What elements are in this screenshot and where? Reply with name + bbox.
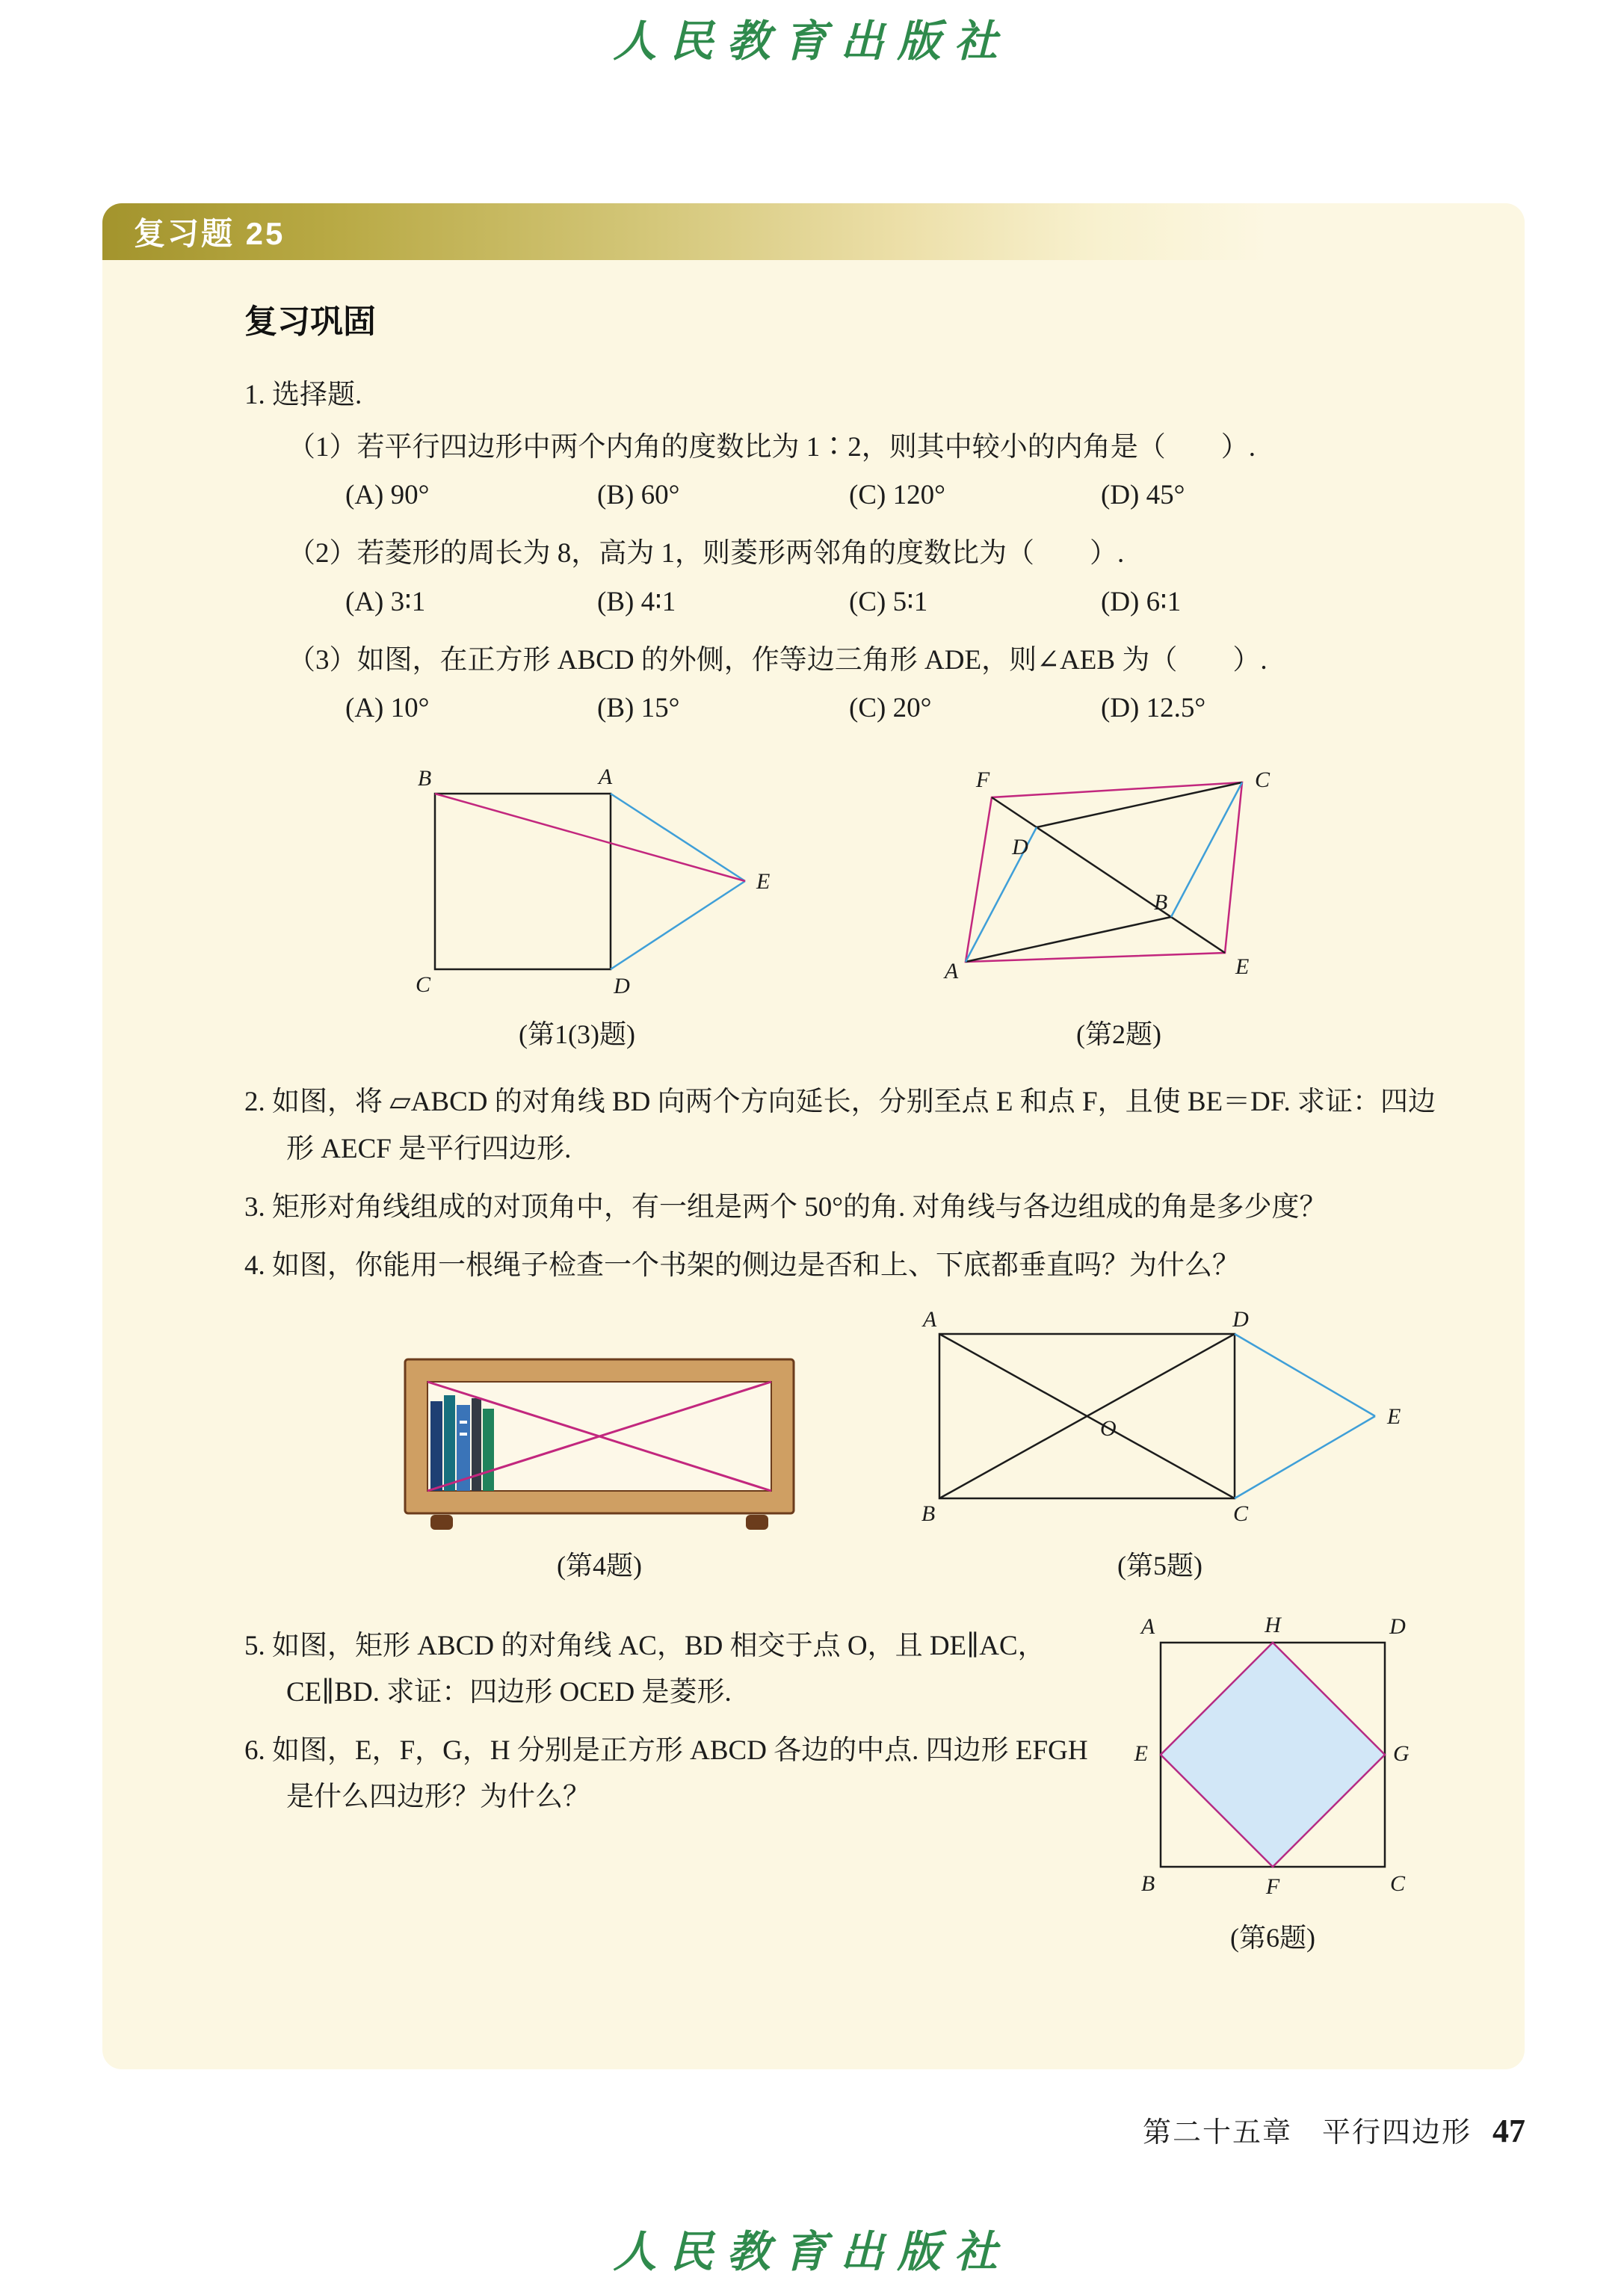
vertex-label-e: E (756, 869, 771, 894)
figure-4-bookshelf (390, 1349, 809, 1588)
segment-de (611, 881, 745, 969)
vertex-label-a: A (1140, 1613, 1155, 1639)
option-a: (A) 90° (345, 480, 430, 511)
figure-1-3-drawing (368, 753, 786, 1003)
vertex-label-a: A (922, 1310, 937, 1332)
problem-2-text: 2. 如图，将 ▱ABCD 的对角线 BD 向两个方向延长，分别至点 E 和点 F，且使 BE＝DF. 求证：四边形 AECF 是平行四边形. (244, 1087, 1436, 1164)
option-b: (B) 60° (597, 480, 680, 511)
segment-be (435, 794, 745, 881)
diagonal-fe (992, 797, 1225, 953)
book-decoration (460, 1421, 467, 1424)
problems-5-6-text-column (244, 1611, 1104, 1960)
segment-ce (1235, 1416, 1375, 1498)
vertex-label-d: D (1389, 1613, 1406, 1639)
midpoint-label-g: G (1393, 1740, 1410, 1766)
problem-1-q1-options (345, 472, 1462, 519)
problem-6-text: 6. 如图，E，F，G，H 分别是正方形 ABCD 各边的中点. 四边形 EFGH 是什么四边形？为什么？ (244, 1735, 1088, 1813)
midpoint-label-f: F (1265, 1874, 1280, 1899)
option-d: (D) 6∶1 (1101, 586, 1182, 617)
midpoint-label-h: H (1265, 1612, 1281, 1637)
figure-5-caption: (第5题) (1117, 1551, 1202, 1581)
problem-4-text: 4. 如图，你能用一根绳子检查一个书架的侧边是否和上、下底都垂直吗？为什么？ (244, 1250, 1240, 1281)
problem-1-q3-options (345, 685, 1462, 732)
publisher-logo-bottom: 人民教育出版社 (613, 2226, 1011, 2277)
figure-2-drawing (924, 767, 1313, 1003)
figure-row-1 (244, 753, 1462, 1057)
square-abcd (435, 794, 611, 969)
figure-2 (924, 767, 1313, 1057)
problem-3-text: 3. 矩形对角线组成的对顶角中，有一组是两个 50°的角. 对角线与各边组成的角是多少度？ (244, 1191, 1327, 1223)
shelf-foot-right (746, 1515, 768, 1530)
vertex-label-c: C (415, 972, 431, 997)
problem-5-text: 5. 如图，矩形 ABCD 的对角线 AC，BD 相交于点 O，且 DE∥AC，CE∥BD. 求证：四边形 OCED 是菱形. (244, 1630, 1046, 1708)
book-spine (483, 1409, 494, 1491)
option-d: (D) 12.5° (1101, 692, 1206, 723)
option-b: (B) 15° (597, 692, 680, 723)
problem-1-subquestions (288, 424, 1462, 732)
option-a: (A) 10° (345, 692, 430, 723)
page-number: 47 (1492, 2113, 1525, 2149)
option-c: (C) 120° (849, 480, 945, 511)
figure-2-caption: (第2题) (1076, 1019, 1161, 1049)
problem-1-q1-text: （1）若平行四边形中两个内角的度数比为 1∶2，则其中较小的内角是（ ）. (288, 432, 1256, 463)
option-c: (C) 5∶1 (849, 586, 928, 617)
center-label-o: O (1100, 1416, 1117, 1442)
vertex-label-d: D (614, 974, 630, 998)
page-title: 复习题 25 (134, 216, 285, 251)
vertex-label-c: C (1255, 767, 1271, 792)
segment-ae (611, 794, 745, 881)
figure-row-2 (244, 1310, 1462, 1588)
vertex-label-e: E (1235, 954, 1250, 979)
chapter-title: 第二十五章 平行四边形 (1142, 2117, 1472, 2149)
problems-5-6-row (244, 1611, 1462, 1960)
section-heading: 复习巩固 (244, 303, 376, 340)
book-decoration (460, 1433, 467, 1436)
figure-5-drawing (913, 1310, 1407, 1534)
midpoint-label-e: E (1134, 1740, 1148, 1766)
figure-4-caption: (第4题) (557, 1551, 642, 1581)
page-footer (1143, 2109, 1525, 2150)
vertex-label-b: B (921, 1501, 936, 1527)
book-spine (444, 1395, 455, 1491)
inner-square-efgh (1161, 1643, 1385, 1867)
vertex-label-d: D (1012, 835, 1028, 859)
vertex-label-b: B (1140, 1871, 1155, 1896)
problem-1-q3-text: （3）如图，在正方形 ABCD 的外侧，作等边三角形 ADE，则∠AEB 为（ ）. (288, 644, 1268, 676)
figure-4-drawing (390, 1349, 809, 1534)
option-a: (A) 3∶1 (345, 586, 426, 617)
figure-6 (1120, 1611, 1426, 1960)
segment-de (1235, 1334, 1375, 1416)
figure-6-caption: (第6题) (1230, 1922, 1315, 1953)
figure-1-3 (368, 753, 786, 1057)
figure-5 (913, 1310, 1407, 1588)
option-c: (C) 20° (849, 692, 932, 723)
figure-1-3-caption: (第1(3)题) (519, 1019, 635, 1049)
vertex-label-b: B (1153, 890, 1168, 915)
publisher-logo-top: 人民教育出版社 (613, 16, 1011, 67)
shelf-foot-left (430, 1515, 453, 1530)
vertex-label-e: E (1387, 1404, 1401, 1430)
review-title-banner (102, 203, 1525, 260)
vertex-label-c: C (1232, 1501, 1249, 1527)
vertex-label-a: A (598, 765, 613, 789)
content-area (102, 260, 1525, 1960)
option-b: (B) 4∶1 (597, 586, 676, 617)
problem-1-q2-options (345, 579, 1462, 626)
vertex-label-d: D (1232, 1310, 1249, 1332)
content-panel (102, 203, 1525, 2069)
problem-1-q2-text: （2）若菱形的周长为 8，高为 1，则菱形两邻角的度数比为（ ）. (288, 538, 1125, 569)
vertex-label-c: C (1389, 1871, 1406, 1896)
figure-6-drawing (1120, 1611, 1426, 1906)
option-d: (D) 45° (1101, 480, 1185, 511)
vertex-label-f: F (975, 767, 990, 792)
vertex-label-a: A (944, 959, 959, 983)
problem-1-label: 1. 选择题. (244, 379, 362, 410)
book-spine (430, 1401, 442, 1491)
vertex-label-b: B (417, 766, 432, 791)
